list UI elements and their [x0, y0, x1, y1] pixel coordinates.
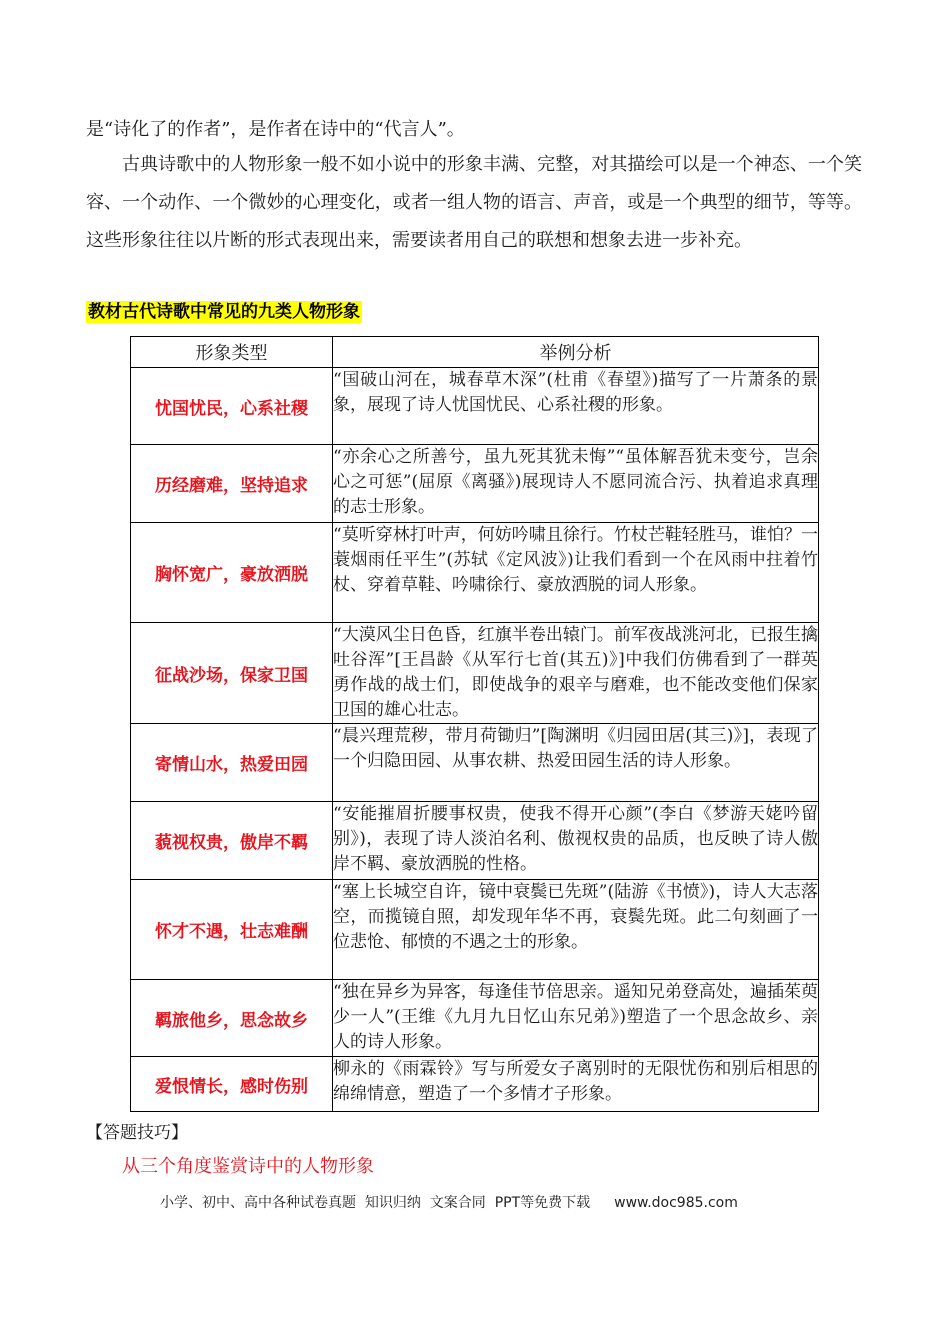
table-row: [131, 724, 819, 802]
tips-heading: 【答题技巧】: [86, 1123, 188, 1143]
row-example: 柳永的《雨霖铃》写与所爱女子离别时的无限忧伤和别后相思的绵绵情意，塑造了一个多情才子形象。: [333, 1057, 819, 1112]
row-example: “独在异乡为异客，每逢佳节倍思亲。遥知兄弟登高处，遍插茱萸少一人”(王维《九月九日忆山东兄弟》)塑造了一个思念故乡、亲人的诗人形象。: [333, 980, 819, 1057]
table-row: [131, 368, 819, 445]
footer-site-link[interactable]: www.doc985.com: [614, 1195, 738, 1211]
row-example: “国破山河在，城春草木深”(杜甫《春望》)描写了一片萧条的景象，展现了诗人忧国忧民、心系社稷的形象。: [333, 368, 819, 445]
page-footer: [160, 1192, 738, 1212]
row-example: “塞上长城空自许，镜中衰鬓已先斑”(陆游《书愤》)，诗人大志落空，而揽镜自照，却发现年华不再，衰鬓先斑。此二句刻画了一位悲怆、郁愤的不遇之士的形象。: [333, 880, 819, 980]
character-types-table: [130, 336, 819, 1112]
intro-paragraph-1: 是“诗化了的作者”，是作者在诗中的“代言人”。: [86, 119, 465, 140]
table-row: [131, 1057, 819, 1112]
table-row: [131, 523, 819, 623]
header-example: 举例分析: [333, 337, 819, 368]
row-type: 忧国忧民，心系社稷: [131, 368, 333, 445]
row-type: 寄情山水，热爱田园: [131, 724, 333, 802]
table-row: [131, 623, 819, 724]
table-row: [131, 802, 819, 880]
header-type: 形象类型: [131, 337, 333, 368]
row-example: “大漠风尘日色昏，红旗半卷出辕门。前军夜战洮河北，已报生擒吐谷浑”[王昌龄《从军行七首(其五)》]中我们仿佛看到了一群英勇作战的战士们，即使战争的艰辛与磨难，也不能改变他们保家卫国的雄心壮志。: [333, 623, 819, 724]
row-example: “亦余心之所善兮，虽九死其犹未悔”“虽体解吾犹未变兮，岂余心之可惩”(屈原《离骚》)展现诗人不愿同流合污、执着追求真理的志士形象。: [333, 445, 819, 523]
row-type: 羁旅他乡，思念故乡: [131, 980, 333, 1057]
section-title-text: 教材古代诗歌中常见的九类人物形象: [88, 302, 360, 322]
row-example: “安能摧眉折腰事权贵，使我不得开心颜”(李白《梦游天姥吟留别》)，表现了诗人淡泊名利、傲视权贵的品质，也反映了诗人傲岸不羁、豪放洒脱的性格。: [333, 802, 819, 880]
row-type: 怀才不遇，壮志难酬: [131, 880, 333, 980]
table-header-row: [131, 337, 819, 368]
table-row: [131, 980, 819, 1057]
appreciation-angle-heading: 从三个角度鉴赏诗中的人物形象: [122, 1156, 374, 1177]
row-type: 胸怀宽广，豪放洒脱: [131, 523, 333, 623]
row-type: 征战沙场，保家卫国: [131, 623, 333, 724]
row-example: “莫听穿林打叶声，何妨吟啸且徐行。竹杖芒鞋轻胜马，谁怕？一蓑烟雨任平生”(苏轼《定风波》)让我们看到一个在风雨中拄着竹杖、穿着草鞋、吟啸徐行、豪放洒脱的词人形象。: [333, 523, 819, 623]
row-type: 历经磨难，坚持追求: [131, 445, 333, 523]
intro-paragraph-2: 古典诗歌中的人物形象一般不如小说中的形象丰满、完整，对其描绘可以是一个神态、一个笑容、一个动作、一个微妙的心理变化，或者一组人物的语言、声音，或是一个典型的细节，等等。这些形象往往以片断的形式表现出来，需要读者用自己的联想和想象去进一步补充。: [86, 154, 862, 251]
table-row: [131, 880, 819, 980]
row-type: 爱恨情长，感时伤别: [131, 1057, 333, 1112]
section-title: [86, 300, 362, 324]
footer-text: 小学、初中、高中各种试卷真题 知识归纳 文案合同 PPT等免费下载: [160, 1195, 591, 1211]
table-row: [131, 445, 819, 523]
row-type: 藐视权贵，傲岸不羁: [131, 802, 333, 880]
row-example: “晨兴理荒秽，带月荷锄归”[陶渊明《归园田居(其三)》]，表现了一个归隐田园、从事农耕、热爱田园生活的诗人形象。: [333, 724, 819, 802]
